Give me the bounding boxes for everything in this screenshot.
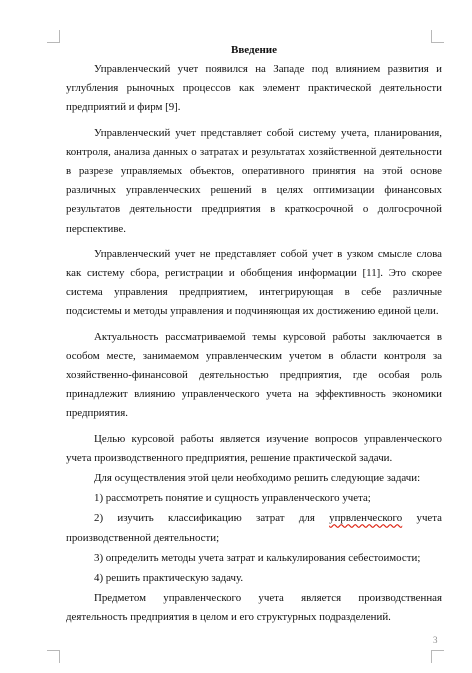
paragraph: Актуальность рассматриваемой темы курсовой работы заключается в особом месте, занимаемом управленческим учетом в области контроля за хозяйственно-финансовой деятельностью предприятия, где особая роль принадлежит влиянию управленческого учета на эффективность экономики предприятия. xyxy=(66,330,442,420)
paragraph: Управленческий учет не представляет собой учет в узком смысле слова как систему сбора, регистрации и обобщения информации [11]. Это скорее система управления предприятием, интегрирующая в себе различные подсистемы и методы управления и подчиняющая их достижению единой цели. xyxy=(66,247,442,318)
paragraph: Для осуществления этой цели необходимо решить следующие задачи: xyxy=(94,472,421,485)
list-item: 4) решить практическую задачу. xyxy=(94,572,244,585)
list-item-text: учета производственной деятельности; xyxy=(66,512,442,544)
misspelled-word[interactable]: упрвленческого xyxy=(329,512,403,525)
paragraph: Управленческий учет представляет собой систему учета, планирования, контроля, анализа данных о затратах и результатах хозяйственной деятельности в разрезе управляемых объектов, оперативного принятия на этой основе различных управленческих решений в целях оптимизации финансовых результатов деятельности предприятия в краткосрочной о долгосрочной перспективе. xyxy=(66,126,442,235)
paragraph: Предметом управленческого учета является производственная деятельность предприятия в целом и его структурных подразделений. xyxy=(66,592,442,624)
margin-corner-top-left xyxy=(47,30,60,43)
list-item xyxy=(66,509,442,547)
page-number: 3 xyxy=(433,635,438,645)
list-item: 3) определить методы учета затрат и калькулирования себестоимости; xyxy=(94,551,421,564)
paragraph: Целью курсовой работы является изучение вопросов управленческого учета производственного предприятия, решение практической задачи. xyxy=(66,432,442,464)
paragraph: Управленческий учет появился на Западе под влиянием развития и углубления рыночных процессов как элемент практической деятельности предприятий и фирм [9]. xyxy=(66,63,442,114)
document-body xyxy=(66,42,442,628)
list-item-text: 2) изучить классификацию затрат для xyxy=(94,512,330,525)
list-item: 1) рассмотреть понятие и сущность управленческого учета; xyxy=(94,492,371,505)
margin-corner-bottom-left xyxy=(47,650,60,663)
page-title: Введение xyxy=(230,44,278,56)
margin-corner-bottom-right xyxy=(431,650,444,663)
